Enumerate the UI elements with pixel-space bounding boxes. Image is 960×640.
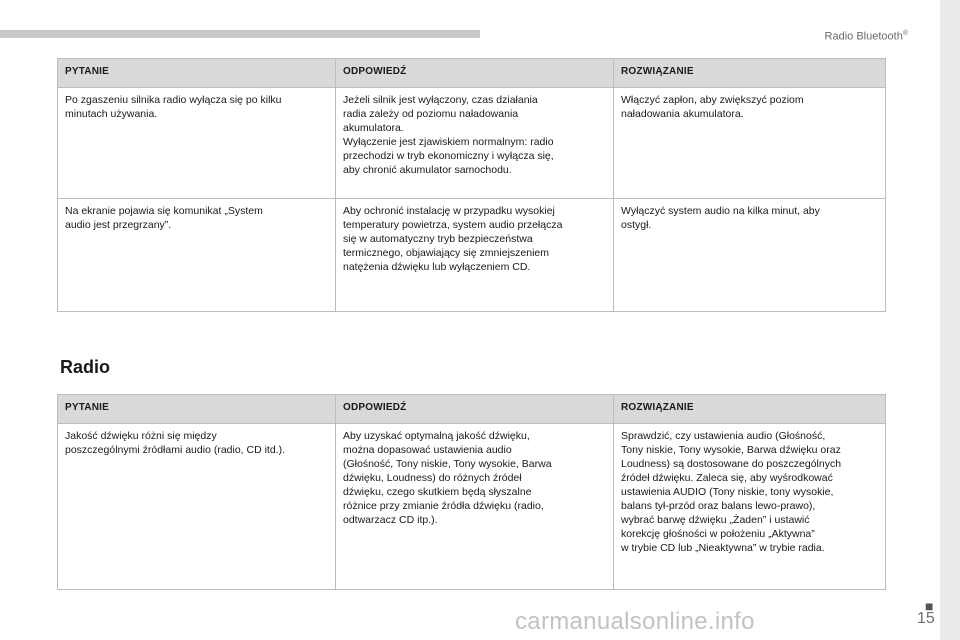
- table-header-row: [58, 395, 886, 424]
- registered-mark: ®: [902, 30, 908, 37]
- table-row: [58, 424, 886, 590]
- solution-cell: Wyłączyć system audio na kilka minut, aby ostygł.: [614, 199, 886, 312]
- column-header-answer: ODPOWIEDŹ: [336, 395, 614, 424]
- section-heading-radio: Radio: [60, 357, 111, 377]
- answer-cell: Jeżeli silnik jest wyłączony, czas działania radia zależy od poziomu naładowania akumulatora. Wyłączenie jest zjawiskiem normalnym: radio przechodzi w tryb ekonomiczny i wyłącza się, aby chronić akumulator samochodu.: [336, 88, 614, 199]
- answer-cell: Aby ochronić instalację w przypadku wysokiej temperatury powietrza, system audio przełącza się w automatyczny tryb bezpieczeństwa termicznego, objawiający się zmniejszeniem natężenia dźwięku lub wyłączeniem CD.: [336, 199, 614, 312]
- troubleshooting-table-radio: [57, 394, 886, 590]
- answer-cell: Aby uzyskać optymalną jakość dźwięku, można dopasować ustawienia audio (Głośność, Tony niskie, Tony wysokie, Barwa dźwięku, Loudness) do różnych źródeł dźwięku, czego skutkiem będą słyszalne różnice przy zmianie źródła dźwięku (radio, odtwarzacz CD itp.).: [336, 424, 614, 590]
- page-number: 15: [917, 610, 935, 627]
- question-cell: Na ekranie pojawia się komunikat „System audio jest przegrzany”.: [58, 199, 336, 312]
- solution-cell: Włączyć zapłon, aby zwiększyć poziom naładowania akumulatora.: [614, 88, 886, 199]
- column-header-question: PYTANIE: [58, 59, 336, 88]
- table-header-row: [58, 59, 886, 88]
- column-header-question: PYTANIE: [58, 395, 336, 424]
- table-row: [58, 199, 886, 312]
- question-cell: Po zgaszeniu silnika radio wyłącza się po kilku minutach używania.: [58, 88, 336, 199]
- page-edge-strip: [940, 0, 960, 640]
- page-header-title: [825, 30, 908, 43]
- question-cell: Jakość dźwięku różni się między poszczególnymi źródłami audio (radio, CD itd.).: [58, 424, 336, 590]
- watermark-text: carmanualsonline.info: [515, 608, 755, 635]
- column-header-solution: ROZWIĄZANIE: [614, 395, 886, 424]
- header-title-text: Radio Bluetooth: [824, 30, 903, 43]
- column-header-solution: ROZWIĄZANIE: [614, 59, 886, 88]
- column-header-answer: ODPOWIEDŹ: [336, 59, 614, 88]
- solution-cell: Sprawdzić, czy ustawienia audio (Głośność, Tony niskie, Tony wysokie, Barwa dźwięku oraz Loudness) są dostosowane do poszczególnych źródeł dźwięku. Zaleca się, aby wyśrodkować ustawienia AUDIO (Tony niskie, tony wysokie, balans tył-przód oraz balans lewo-prawo), wybrać barwę dźwięku „Żaden” i ustawić korekcję głośności w położeniu „Aktywna” w trybie CD lub „Nieaktywna” w trybie radia.: [614, 424, 886, 590]
- troubleshooting-table-general: [57, 58, 886, 312]
- table-row: [58, 88, 886, 199]
- page-marker-icon: ■: [925, 598, 934, 614]
- header-rule: [0, 30, 480, 38]
